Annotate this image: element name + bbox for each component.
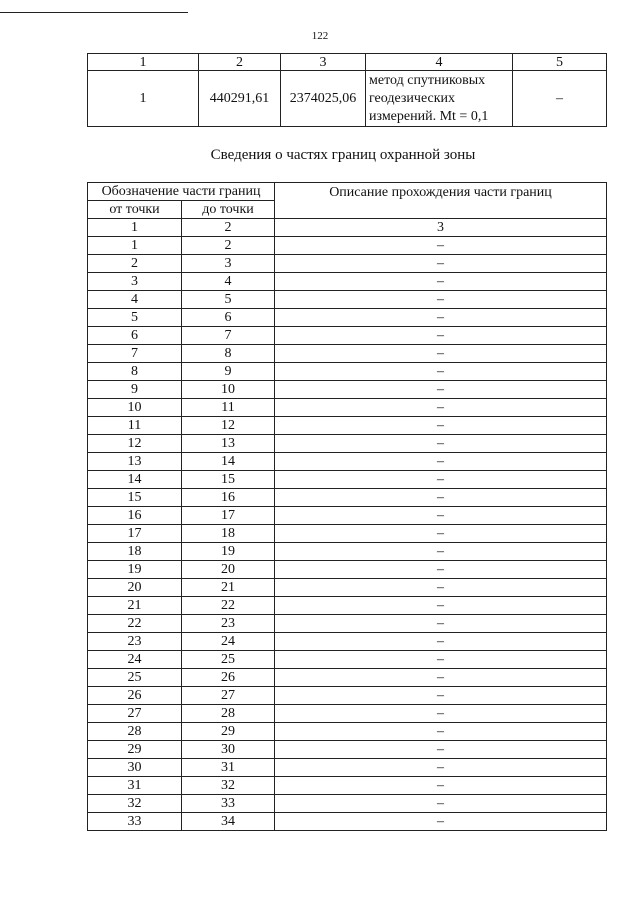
- column-number-3: 3: [281, 54, 366, 71]
- from-point-cell: 3: [88, 273, 182, 291]
- column-number-2: 2: [199, 54, 281, 71]
- table-row: [88, 687, 607, 705]
- description-cell: –: [275, 417, 607, 435]
- from-point-cell: 16: [88, 507, 182, 525]
- to-point-cell: 7: [182, 327, 275, 345]
- coordinates-table: [87, 53, 607, 127]
- description-cell: –: [275, 471, 607, 489]
- description-cell: –: [275, 795, 607, 813]
- to-point-cell: 16: [182, 489, 275, 507]
- table-row: [88, 723, 607, 741]
- to-point-cell: 19: [182, 543, 275, 561]
- description-cell: –: [275, 759, 607, 777]
- point-number: 1: [88, 71, 199, 127]
- header-boundary-part: Обозначение части границ: [88, 183, 275, 201]
- description-cell: –: [275, 579, 607, 597]
- table-row: [88, 309, 607, 327]
- table-row: [88, 327, 607, 345]
- description-cell: –: [275, 309, 607, 327]
- header-to-point: до точки: [182, 201, 275, 219]
- to-point-cell: 9: [182, 363, 275, 381]
- table-row: [88, 633, 607, 651]
- from-point-cell: 24: [88, 651, 182, 669]
- table-row: [88, 417, 607, 435]
- table-row: [88, 255, 607, 273]
- from-point-cell: 11: [88, 417, 182, 435]
- from-point-cell: 19: [88, 561, 182, 579]
- to-point-cell: 3: [182, 255, 275, 273]
- from-point-cell: 21: [88, 597, 182, 615]
- to-point-cell: 34: [182, 813, 275, 831]
- table-row: [88, 435, 607, 453]
- table-row: [88, 345, 607, 363]
- to-point-cell: 22: [182, 597, 275, 615]
- to-point-cell: 24: [182, 633, 275, 651]
- description-cell: –: [275, 363, 607, 381]
- table-row: [88, 759, 607, 777]
- page-number: 122: [311, 30, 329, 42]
- to-point-cell: 28: [182, 705, 275, 723]
- table-row: [88, 813, 607, 831]
- description-cell: –: [275, 669, 607, 687]
- from-point-cell: 8: [88, 363, 182, 381]
- from-point-cell: 1: [88, 237, 182, 255]
- method-line: измерений. Mt = 0,1: [369, 108, 489, 124]
- description-cell: –: [275, 615, 607, 633]
- description-cell: –: [275, 543, 607, 561]
- column-number-1: 1: [88, 54, 199, 71]
- from-point-cell: 13: [88, 453, 182, 471]
- description-cell: –: [275, 597, 607, 615]
- description-cell: –: [275, 291, 607, 309]
- from-point-cell: 9: [88, 381, 182, 399]
- to-point-cell: 8: [182, 345, 275, 363]
- table-row: [88, 543, 607, 561]
- to-point-cell: 23: [182, 615, 275, 633]
- column-number-5: 5: [513, 54, 607, 71]
- from-point-cell: 32: [88, 795, 182, 813]
- table-row: [88, 579, 607, 597]
- determination-method: [366, 71, 513, 127]
- table-row: [88, 237, 607, 255]
- description-cell: –: [275, 273, 607, 291]
- header-description: Описание прохождения части границ: [275, 183, 607, 219]
- header-from-point: от точки: [88, 201, 182, 219]
- description-cell: –: [275, 381, 607, 399]
- table-row: [88, 651, 607, 669]
- from-point-cell: 14: [88, 471, 182, 489]
- method-line: геодезических: [369, 90, 456, 106]
- description-cell: –: [275, 237, 607, 255]
- from-point-cell: 4: [88, 291, 182, 309]
- note-cell: –: [513, 71, 607, 127]
- table-row: [88, 597, 607, 615]
- description-cell: –: [275, 813, 607, 831]
- table-row: [88, 453, 607, 471]
- table-row: [88, 363, 607, 381]
- table-row: [88, 471, 607, 489]
- description-cell: –: [275, 741, 607, 759]
- to-point-cell: 18: [182, 525, 275, 543]
- method-line: метод спутниковых: [369, 72, 486, 88]
- to-point-cell: 29: [182, 723, 275, 741]
- coordinate-y: 2374025,06: [281, 71, 366, 127]
- table-row: [88, 777, 607, 795]
- table-row: [88, 71, 607, 127]
- from-point-cell: 28: [88, 723, 182, 741]
- to-point-cell: 13: [182, 435, 275, 453]
- to-point-cell: 33: [182, 795, 275, 813]
- from-point-cell: 29: [88, 741, 182, 759]
- to-point-cell: 21: [182, 579, 275, 597]
- table-row: [88, 741, 607, 759]
- description-cell: –: [275, 705, 607, 723]
- from-point-cell: 5: [88, 309, 182, 327]
- to-point-cell: 26: [182, 669, 275, 687]
- to-point-cell: 2: [182, 237, 275, 255]
- coordinate-x: 440291,61: [199, 71, 281, 127]
- from-point-cell: 2: [88, 255, 182, 273]
- to-point-cell: 27: [182, 687, 275, 705]
- from-point-cell: 30: [88, 759, 182, 777]
- description-cell: –: [275, 489, 607, 507]
- column-number-4: 4: [366, 54, 513, 71]
- to-point-cell: 4: [182, 273, 275, 291]
- to-point-cell: 11: [182, 399, 275, 417]
- description-cell: –: [275, 345, 607, 363]
- table-row: [88, 525, 607, 543]
- table-row: [88, 273, 607, 291]
- from-point-cell: 23: [88, 633, 182, 651]
- to-point-cell: 6: [182, 309, 275, 327]
- from-point-cell: 25: [88, 669, 182, 687]
- description-cell: –: [275, 507, 607, 525]
- table-row: [88, 291, 607, 309]
- from-point-cell: 10: [88, 399, 182, 417]
- description-cell: –: [275, 561, 607, 579]
- description-cell: –: [275, 399, 607, 417]
- table-row: [88, 489, 607, 507]
- to-point-cell: 12: [182, 417, 275, 435]
- table-body: [88, 237, 607, 831]
- column-number-2: 2: [182, 219, 275, 237]
- to-point-cell: 31: [182, 759, 275, 777]
- table-row: [88, 561, 607, 579]
- from-point-cell: 31: [88, 777, 182, 795]
- from-point-cell: 33: [88, 813, 182, 831]
- column-numbering-row: [88, 219, 607, 237]
- column-number-1: 1: [88, 219, 182, 237]
- table-row: [88, 669, 607, 687]
- description-cell: –: [275, 525, 607, 543]
- from-point-cell: 6: [88, 327, 182, 345]
- description-cell: –: [275, 435, 607, 453]
- from-point-cell: 12: [88, 435, 182, 453]
- description-cell: –: [275, 723, 607, 741]
- table-row: [88, 615, 607, 633]
- section-caption: Сведения о частях границ охранной зоны: [210, 147, 476, 163]
- from-point-cell: 20: [88, 579, 182, 597]
- table-row: [88, 507, 607, 525]
- to-point-cell: 14: [182, 453, 275, 471]
- to-point-cell: 32: [182, 777, 275, 795]
- description-cell: –: [275, 255, 607, 273]
- to-point-cell: 25: [182, 651, 275, 669]
- from-point-cell: 15: [88, 489, 182, 507]
- from-point-cell: 7: [88, 345, 182, 363]
- description-cell: –: [275, 327, 607, 345]
- to-point-cell: 15: [182, 471, 275, 489]
- to-point-cell: 10: [182, 381, 275, 399]
- from-point-cell: 17: [88, 525, 182, 543]
- table-row: [88, 381, 607, 399]
- description-cell: –: [275, 453, 607, 471]
- from-point-cell: 26: [88, 687, 182, 705]
- boundary-parts-table: [87, 182, 607, 831]
- to-point-cell: 5: [182, 291, 275, 309]
- column-number-3: 3: [275, 219, 607, 237]
- to-point-cell: 17: [182, 507, 275, 525]
- table-header-row: [88, 54, 607, 71]
- description-cell: –: [275, 777, 607, 795]
- description-cell: –: [275, 687, 607, 705]
- from-point-cell: 22: [88, 615, 182, 633]
- description-cell: –: [275, 651, 607, 669]
- description-cell: –: [275, 633, 607, 651]
- to-point-cell: 30: [182, 741, 275, 759]
- header-rule: [0, 12, 188, 13]
- table-row: [88, 399, 607, 417]
- from-point-cell: 27: [88, 705, 182, 723]
- table-row: [88, 795, 607, 813]
- table-row: [88, 705, 607, 723]
- to-point-cell: 20: [182, 561, 275, 579]
- from-point-cell: 18: [88, 543, 182, 561]
- table-header-row: [88, 183, 607, 201]
